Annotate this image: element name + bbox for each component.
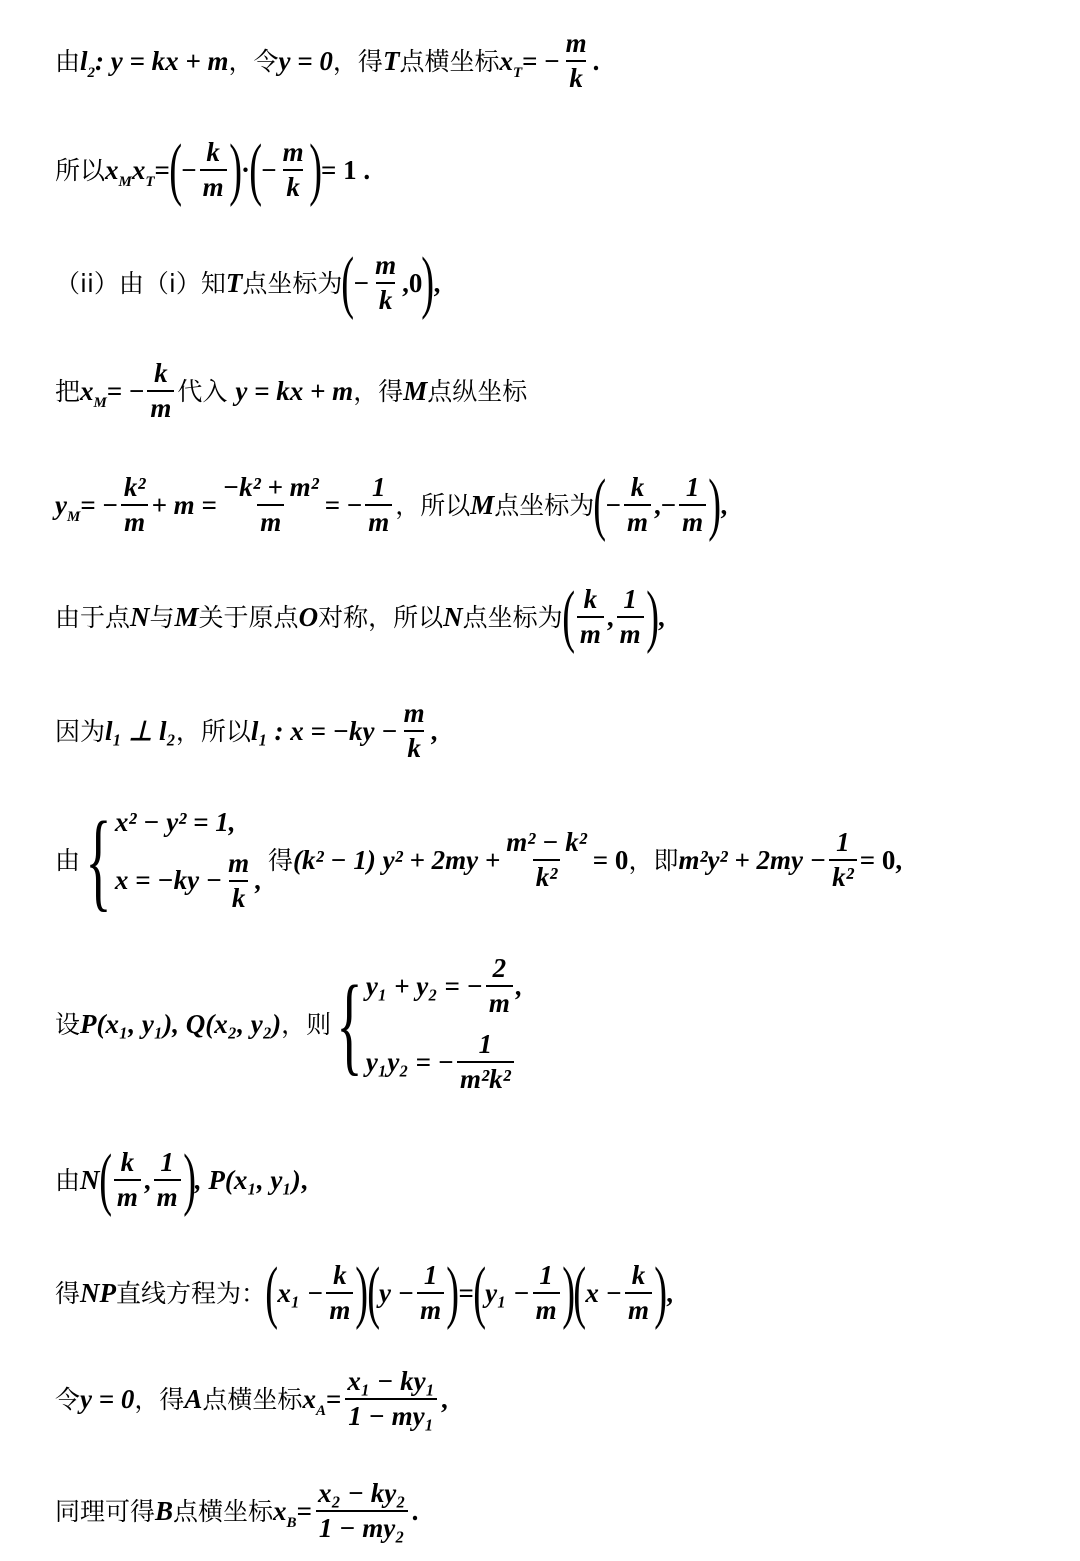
left-paren: ( [561, 578, 575, 655]
fraction: $\frac{k}{m}$ [147, 360, 174, 422]
math: x − [585, 1277, 622, 1308]
left-paren: ( [249, 131, 263, 208]
left-paren: ( [341, 244, 355, 321]
text: 对称，所以 [318, 602, 444, 632]
fraction: $\frac{m}{k}$ [282, 137, 304, 202]
right-paren: ) [182, 1141, 196, 1218]
line-1 [55, 30, 599, 92]
minus: − [353, 267, 370, 298]
math: $x_T$ [499, 45, 523, 81]
math: T [225, 267, 243, 298]
math: (k² − 1) y² + 2my + [292, 844, 501, 875]
math: . [592, 45, 600, 76]
fraction: $\frac{m}{k}$ [565, 28, 587, 93]
equation: x = −ky − $\frac{m}{k}$ , [114, 847, 262, 913]
dot: · [240, 154, 250, 185]
left-paren: ( [169, 131, 182, 208]
math: = 0 [592, 844, 629, 875]
text: 设 [55, 1009, 81, 1039]
math: l₁ ⊥ l₂ [105, 715, 176, 746]
math: = [458, 1277, 474, 1308]
text: 令 [55, 1384, 81, 1414]
text: 与 [149, 602, 175, 632]
text: 点横坐标 [173, 1496, 274, 1526]
line-3 [55, 244, 441, 321]
right-paren: ) [645, 578, 659, 655]
math: O [298, 601, 319, 632]
left-paren: ( [593, 466, 607, 543]
fraction: $\frac{1}{\text{k²}}$ [829, 829, 857, 891]
left-paren: ( [366, 1254, 380, 1331]
line-13 [55, 1480, 418, 1542]
math: A [184, 1383, 203, 1414]
fraction: $\frac{1}{m}$ [365, 474, 392, 536]
math: x₁ − [277, 1277, 324, 1308]
fraction: $\frac{1}{m}$ [617, 586, 644, 648]
math: N [80, 1164, 100, 1195]
math: y = 0 [278, 45, 333, 76]
text: ，即 [628, 845, 679, 875]
math: M [174, 601, 199, 632]
text: 由 [55, 1165, 81, 1195]
line-7 [55, 700, 437, 762]
math: B [155, 1495, 174, 1526]
math: N [443, 601, 463, 632]
left-paren: ( [98, 1141, 112, 1218]
equation: y₁ + y₂ = − $\frac{2}{m}$ , [365, 953, 523, 1018]
text: 得 [267, 845, 293, 875]
text: ，得 [353, 376, 404, 406]
right-paren: ) [228, 131, 242, 208]
text: ，所以 [175, 716, 251, 746]
right-paren: ) [446, 1254, 460, 1331]
text: 代入 [177, 376, 228, 406]
text: 由 [55, 46, 81, 76]
math: = [154, 154, 170, 185]
math: $x_A$ [302, 1383, 326, 1419]
minus: − [181, 154, 197, 185]
fraction: $\frac{\text{m² − k²}}{\text{k²}}$ [506, 827, 587, 892]
equation-system [114, 806, 262, 913]
math: , [720, 489, 728, 520]
line-10 [55, 1141, 308, 1218]
right-paren: ) [308, 131, 322, 208]
fraction: $\frac{1}{m}$ [679, 474, 706, 536]
text: ，得 [134, 1384, 185, 1414]
fraction: $\frac{k}{m}$ [326, 1262, 353, 1324]
math: l₁ : x = −ky − [250, 715, 398, 746]
math: , [433, 267, 441, 298]
fraction: $\frac{k}{m}$ [577, 586, 604, 648]
fraction: $\frac{m}{k}$ [375, 250, 397, 315]
fraction: $\frac{k}{m}$ [624, 474, 651, 536]
math: + m = [151, 489, 217, 520]
math: y = 0 [80, 1383, 135, 1414]
math: NP [80, 1277, 117, 1308]
text: 得 [55, 1278, 81, 1308]
fraction: $\frac{\text{−k² + m²}}{m}$ [222, 472, 319, 537]
math: = − [522, 45, 560, 76]
math: y₁ − [485, 1277, 530, 1308]
text: 因为 [55, 716, 106, 746]
math: = − [80, 489, 118, 520]
line-9 [55, 955, 529, 1093]
fraction: $\frac{1}{m}$ [154, 1149, 181, 1211]
fraction: $\frac{k}{m}$ [625, 1262, 652, 1324]
right-paren: ) [421, 244, 435, 321]
text: ，得 [332, 46, 383, 76]
math: y − [379, 1277, 415, 1308]
text: 所以 [55, 155, 106, 185]
minus: − [605, 489, 621, 520]
text: ，令 [228, 46, 279, 76]
left-paren: ( [473, 1254, 486, 1331]
line-5 [55, 466, 728, 543]
math: = − [106, 375, 145, 406]
math: = 1 . [321, 154, 371, 185]
right-paren: ) [708, 466, 722, 543]
math: m²y² + 2my − [678, 844, 827, 875]
text: 点横坐标 [399, 46, 500, 76]
math: , [441, 1383, 448, 1414]
fraction: $\frac{1}{m}$ [417, 1262, 444, 1324]
minus: − [261, 154, 277, 185]
left-brace: { [85, 799, 112, 921]
right-paren: ) [654, 1254, 668, 1331]
line-12 [55, 1368, 448, 1430]
text: ，所以 [395, 490, 471, 520]
line-4 [55, 360, 527, 422]
left-paren: ( [265, 1254, 279, 1331]
line-6 [55, 578, 665, 655]
text: 由于点 [55, 602, 131, 632]
right-paren: ) [561, 1254, 575, 1331]
text: 点坐标为 [462, 602, 563, 632]
math: $x_M$ [80, 375, 107, 411]
text: ，则 [281, 1009, 332, 1039]
left-brace: { [336, 963, 363, 1085]
fraction: $\frac{\text{x₁ − ky₁}}{\text{1 − my₁}}$ [344, 1368, 438, 1430]
text: 点纵坐标 [427, 376, 528, 406]
math: $x_B$ [273, 1495, 297, 1531]
math: M [470, 489, 495, 520]
math: , [658, 601, 665, 632]
text: 同理可得 [55, 1496, 156, 1526]
fraction: $\frac{m}{k}$ [403, 698, 425, 763]
fraction: $\frac{\text{k²}}{m}$ [121, 474, 149, 536]
text: 关于原点 [198, 602, 299, 632]
math: . [411, 1495, 419, 1526]
fraction: $\frac{k}{m}$ [200, 139, 227, 201]
math: y = kx + m [235, 375, 354, 406]
text: 点横坐标 [202, 1384, 303, 1414]
math: $l_2$ [80, 45, 96, 81]
math: T [382, 45, 400, 76]
math: , [666, 1277, 674, 1308]
math: , P(x₁, y₁) [194, 1164, 301, 1195]
equation-system [366, 955, 523, 1093]
text: 点坐标为 [242, 268, 343, 298]
line-8 [55, 799, 903, 921]
math: N [130, 601, 150, 632]
math: = 0, [859, 844, 903, 875]
line-2 [55, 131, 371, 208]
fraction: $\frac{k}{m}$ [114, 1149, 141, 1211]
fraction: $\frac{\text{x₂ − ky₂}}{\text{1 − my₂}}$ [315, 1480, 409, 1542]
equation: x² − y² = 1, [114, 806, 236, 837]
equation: y₁y₂ = − $\frac{1}{\text{m²k²}}$ [366, 1031, 523, 1093]
math: P(x₁, y₁), Q(x₂, y₂) [80, 1008, 282, 1039]
math: : y = kx + m [95, 45, 229, 76]
text: 由 [55, 845, 81, 875]
math: $x_Mx_T$ [105, 154, 155, 190]
math: M [403, 375, 428, 406]
math: = − [324, 489, 363, 520]
comma: , [606, 601, 614, 632]
comma: , [143, 1164, 151, 1195]
math: , [300, 1164, 308, 1195]
left-paren: ( [573, 1254, 587, 1331]
line-11 [55, 1254, 674, 1331]
text: （ⅰⅰ）由（ⅰ）知 [55, 268, 226, 298]
math: = [296, 1495, 312, 1526]
text: 直线方程为： [116, 1278, 267, 1308]
math: $y_M$ [55, 489, 81, 525]
comma-minus: ,− [654, 489, 677, 520]
math: ,0 [402, 267, 423, 298]
text: 把 [55, 376, 81, 406]
right-paren: ) [355, 1254, 369, 1331]
fraction: $\frac{1}{m}$ [533, 1262, 560, 1324]
math: = [325, 1383, 342, 1414]
math: , [430, 715, 438, 746]
text: 点坐标为 [494, 490, 595, 520]
